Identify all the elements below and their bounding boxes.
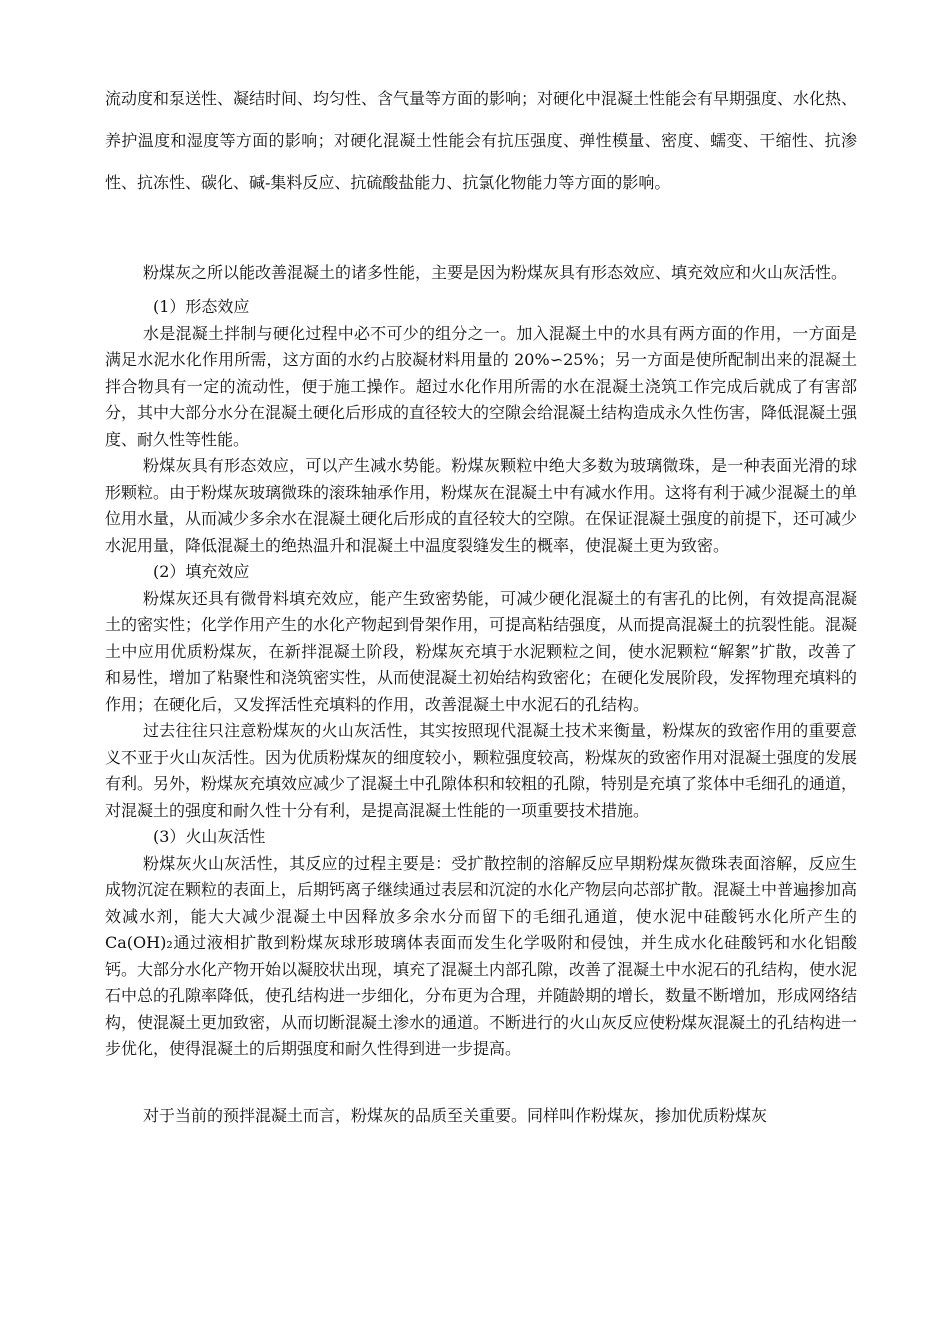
heading-pozzolanic-activity: (3）火山灰活性 — [153, 827, 266, 846]
document-body — [105, 78, 857, 1129]
paragraph-pozzolanic-activity: 粉煤灰火山灰活性，其反应的过程主要是：受扩散控制的溶解反应早期粉煤灰微珠表面溶解，反应生成物沉淀在颗粒的表面上，后期钙离子继续通过表层和沉淀的水化产物层向芯部扩散。混凝土中普遍掺加高效减水剂，能大大减少混凝土中因释放多余水分而留下的毛细孔通道，使水泥中硅酸钙水化所产生的 Ca(OH)₂通过液相扩散到粉煤灰球形玻璃体表面而发生化学吸附和侵蚀，并生成水化硅酸钙和水化铝酸钙。大部分水化产物开始以凝胶状出现，填充了混凝土内部孔隙，改善了混凝土中水泥石的孔结构，使水泥石中总的孔隙率降低，使孔结构进一步细化，分布更为合理，并随龄期的增长，数量不断增加，形成网络结构，使混凝土更加致密，从而切断混凝土渗水的通道。不断进行的火山灰反应使粉煤灰混凝土的孔结构进一步优化，使得混凝土的后期强度和耐久性得到进一步提高。 — [105, 853, 858, 1058]
paragraph-water: 水是混凝土拌制与硬化过程中必不可少的组分之一。加入混凝土中的水具有两方面的作用，一方面是满足水泥水化作用所需，这方面的水约占胶凝材料用量的 20%∽25%；另一方面是使所配制出来的混凝土拌合物具有一定的流动性，便于施工操作。超过水化作用所需的水在混凝土浇筑工作完成后就成了有害部分，其中大部分水分在混凝土硬化后形成的直径较大的空隙会给混凝土结构造成永久性伤害，降低混凝土强度、耐久性等性能。 — [105, 323, 858, 449]
paragraph-intro: 粉煤灰之所以能改善混凝土的诸多性能，主要是因为粉煤灰具有形态效应、填充效应和火山灰活性。 — [143, 263, 848, 282]
paragraph-effects-list: 流动度和泵送性、凝结时间、均匀性、含气量等方面的影响；对硬化中混凝土性能会有早期强度、水化热、养护温度和湿度等方面的影响；对硬化混凝土性能会有抗压强度、弹性模量、密度、蠕变、干缩性、抗渗性、抗冻性、碳化、碱-集料反应、抗硫酸盐能力、抗氯化物能力等方面的影响。 — [105, 89, 858, 192]
heading-shape-effect: (1）形态效应 — [153, 297, 250, 316]
paragraph-quality: 对于当前的预拌混凝土而言，粉煤灰的品质至关重要。同样叫作粉煤灰，掺加优质粉煤灰 — [143, 1105, 768, 1125]
heading-filling-effect: (2）填充效应 — [153, 562, 250, 581]
paragraph-filling-effect: 粉煤灰还具有微骨料填充效应，能产生致密势能，可减少硬化混凝土的有害孔的比例，有效提高混凝土的密实性；化学作用产生的水化产物起到骨架作用，可提高粘结强度，从而提高混凝土的抗裂性能。混凝土中应用优质粉煤灰，在新拌混凝土阶段，粉煤灰充填于水泥颗粒之间，使水泥颗粒“解絮”扩散，改善了和易性，增加了粘聚性和浇筑密实性，从而使混凝土初始结构致密化；在硬化发展阶段，发挥物理充填料的作用；在硬化后，又发挥活性充填料的作用，改善混凝土中水泥石的孔结构。 — [105, 588, 858, 714]
paragraph-shape-effect: 粉煤灰具有形态效应，可以产生减水势能。粉煤灰颗粒中绝大多数为玻璃微珠，是一种表面光滑的球形颗粒。由于粉煤灰玻璃微珠的滚珠轴承作用，粉煤灰在混凝土中有减水作用。这将有利于减少混凝土的单位用水量，从而减少多余水在混凝土硬化后形成的直径较大的空隙。在保证混凝土强度的前提下，还可减少水泥用量，降低混凝土的绝热温升和混凝土中温度裂缝发生的概率，使混凝土更为致密。 — [105, 456, 858, 555]
paragraph-densifying: 过去往往只注意粉煤灰的火山灰活性，其实按照现代混凝土技术来衡量，粉煤灰的致密作用的重要意义不亚于火山灰活性。因为优质粉煤灰的细度较小，颗粒强度较高，粉煤灰的致密作用对混凝土强度的发展有利。另外，粉煤灰充填效应减少了混凝土中孔隙体积和较粗的孔隙，特别是充填了浆体中毛细孔的通道，对混凝土的强度和耐久性十分有利，是提高混凝土性能的一项重要技术措施。 — [105, 721, 858, 820]
